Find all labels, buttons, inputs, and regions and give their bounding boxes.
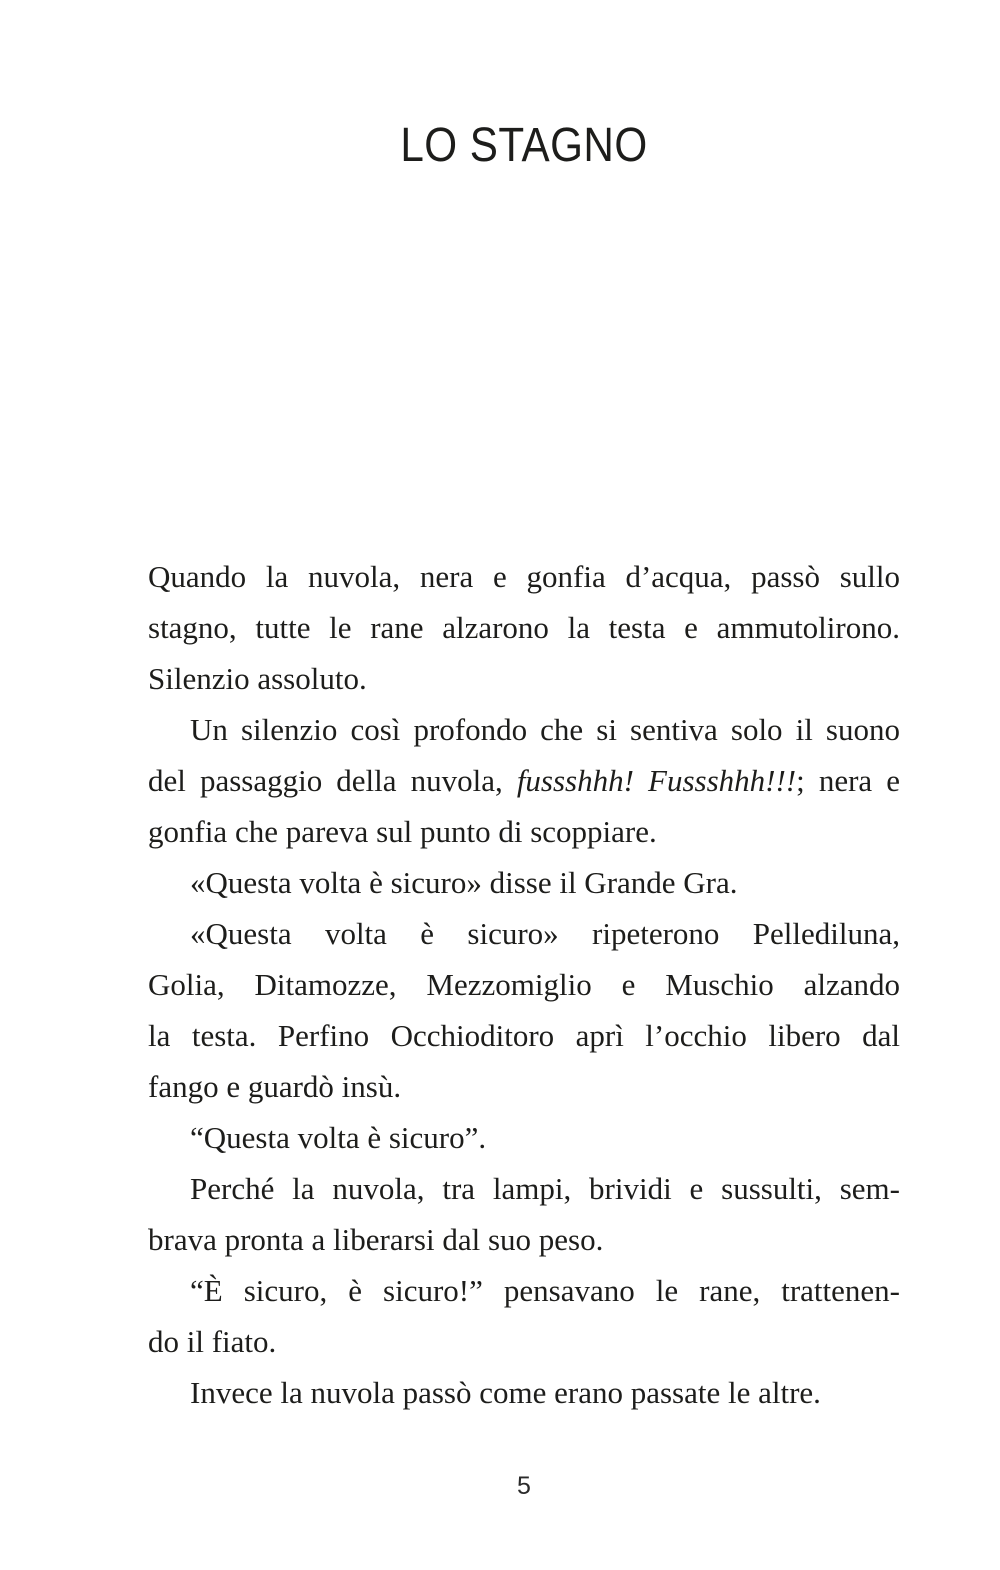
text-line: brava pronta a liberarsi dal suo peso. <box>148 1222 604 1257</box>
text-line: Quando la nuvola, nera e gonfia d’acqua, passò sullo <box>148 559 900 594</box>
text-line: “È sicuro, è sicuro!” pensavano le rane, trattenen- <box>190 1273 900 1308</box>
text-line: la testa. Perfino Occhioditoro aprì l’occhio libero dal <box>148 1018 900 1053</box>
text-line: “Questa volta è sicuro”. <box>190 1120 487 1155</box>
text-line: stagno, tutte le rane alzarono la testa e ammutolirono. <box>148 610 900 645</box>
text-line: gonfia che pareva sul punto di scoppiare. <box>148 814 657 849</box>
text-line: Golia, Ditamozze, Mezzomiglio e Muschio alzando <box>148 967 900 1002</box>
page-number: 5 <box>517 1472 531 1500</box>
text-line: do il fiato. <box>148 1324 277 1359</box>
text-line: «Questa volta è sicuro» ripeterono Pellediluna, <box>190 916 900 951</box>
text-line: Perché la nuvola, tra lampi, brividi e sussulti, sem- <box>190 1171 900 1206</box>
text-line: Un silenzio così profondo che si sentiva solo il suono <box>190 712 900 747</box>
text-line: Invece la nuvola passò come erano passate le altre. <box>190 1375 821 1410</box>
text-line: fango e guardò insù. <box>148 1069 402 1104</box>
text-line: del passaggio della nuvola, fussshhh! Fussshhh!!!; nera e <box>148 763 900 798</box>
chapter-title: LO STAGNO <box>400 119 648 172</box>
text-line: Silenzio assoluto. <box>148 661 367 696</box>
text-line: «Questa volta è sicuro» disse il Grande Gra. <box>190 865 738 900</box>
body-text <box>148 551 900 1418</box>
